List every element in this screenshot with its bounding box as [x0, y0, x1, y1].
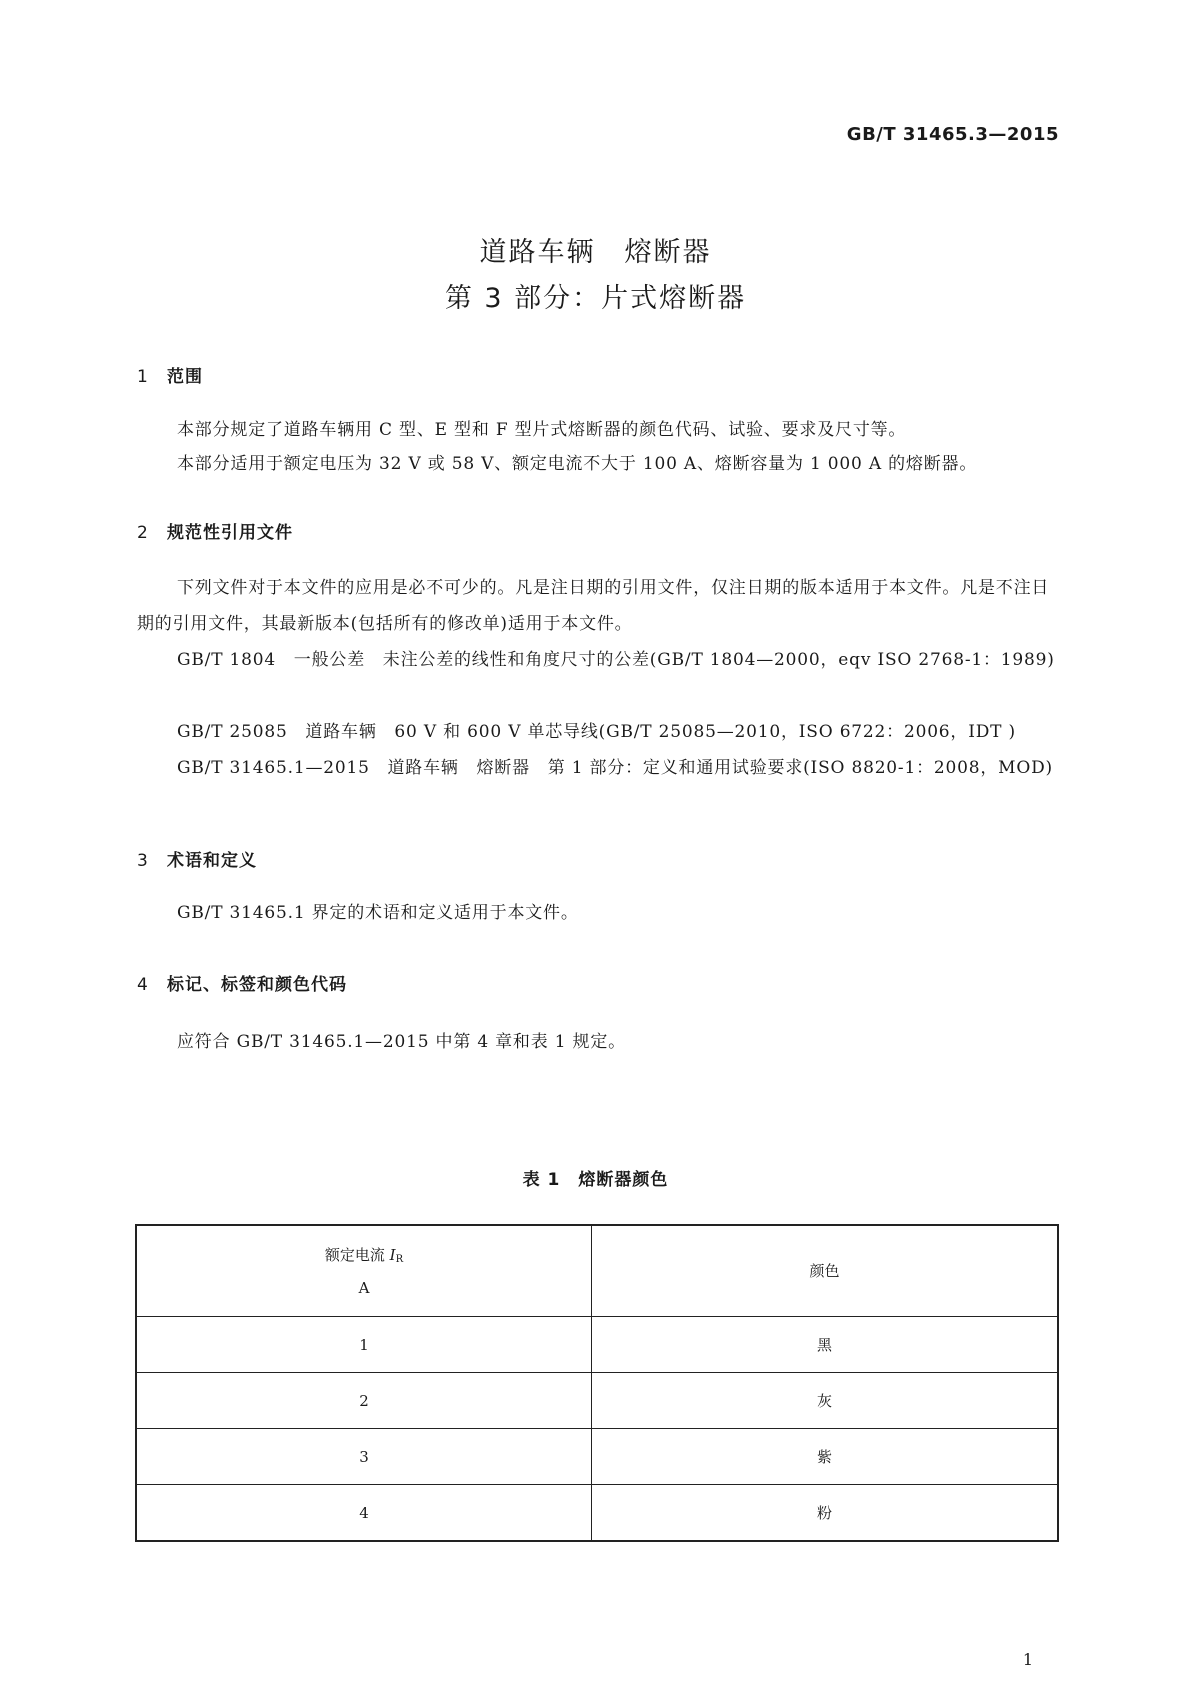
- table-row: [136, 1317, 1058, 1373]
- reference-item: GB/T 31465.1—2015 道路车辆 熔断器 第 1 部分：定义和通用试验要求(ISO 8820-1：2008，MOD): [177, 758, 1053, 778]
- paragraph: GB/T 31465.1 界定的术语和定义适用于本文件。: [177, 903, 579, 923]
- document-title: 道路车辆 熔断器: [479, 237, 712, 268]
- table-header-row: [136, 1225, 1058, 1317]
- section-title: 规范性引用文件: [167, 523, 293, 543]
- paragraph: 应符合 GB/T 31465.1—2015 中第 4 章和表 1 规定。: [177, 1032, 626, 1052]
- rating-cell: 3: [136, 1429, 592, 1485]
- page-number: 1: [1022, 1650, 1033, 1669]
- section-heading-3: [137, 846, 257, 871]
- paragraph: 本部分适用于额定电压为 32 V 或 58 V、额定电流不大于 100 A、熔断容量为 1 000 A 的熔断器。: [177, 454, 978, 474]
- paragraph: 下列文件对于本文件的应用是必不可少的。凡是注日期的引用文件，仅注日期的版本适用于本文件。凡是不注日期的引用文件，其最新版本(包括所有的修改单)适用于本文件。: [137, 578, 1050, 634]
- section-title: 术语和定义: [167, 851, 257, 871]
- table-row: [136, 1429, 1058, 1485]
- section-number: 1: [137, 367, 149, 387]
- section-title: 范围: [167, 367, 203, 387]
- section-heading-1: [137, 362, 203, 387]
- section-heading-2: [137, 518, 293, 543]
- section-title: 标记、标签和颜色代码: [167, 975, 347, 995]
- document-subtitle: 第 3 部分：片式熔断器: [444, 283, 747, 314]
- color-cell: 灰: [592, 1373, 1059, 1429]
- reference-item: GB/T 25085 道路车辆 60 V 和 600 V 单芯导线(GB/T 25085—2010，ISO 6722：2006，IDT ): [177, 722, 1016, 742]
- color-cell: 黑: [592, 1317, 1059, 1373]
- section-number: 4: [137, 975, 149, 995]
- color-cell: 紫: [592, 1429, 1059, 1485]
- table-caption: 表 1 熔断器颜色: [522, 1170, 669, 1190]
- header-color: 颜色: [592, 1225, 1059, 1317]
- section-number: 3: [137, 851, 149, 871]
- current-symbol: I: [389, 1245, 396, 1264]
- section-heading-4: [137, 970, 347, 995]
- rating-cell: 4: [136, 1485, 592, 1542]
- rating-cell: 1: [136, 1317, 592, 1373]
- color-cell: 粉: [592, 1485, 1059, 1542]
- header-rated-current-label: 额定电流: [324, 1245, 390, 1264]
- current-subscript: R: [395, 1253, 404, 1265]
- fuse-color-table: [135, 1224, 1059, 1542]
- rating-cell: 2: [136, 1373, 592, 1429]
- table-row: [136, 1373, 1058, 1429]
- header-unit: A: [358, 1278, 370, 1297]
- reference-item: GB/T 1804 一般公差 未注公差的线性和角度尺寸的公差(GB/T 1804—2000，eqv ISO 2768-1：1989): [177, 650, 1055, 670]
- header-rated-current: [136, 1225, 592, 1317]
- paragraph: 本部分规定了道路车辆用 C 型、E 型和 F 型片式熔断器的颜色代码、试验、要求及尺寸等。: [177, 420, 907, 440]
- section-number: 2: [137, 523, 149, 543]
- table-row: [136, 1485, 1058, 1542]
- standard-code: GB/T 31465.3—2015: [846, 124, 1059, 145]
